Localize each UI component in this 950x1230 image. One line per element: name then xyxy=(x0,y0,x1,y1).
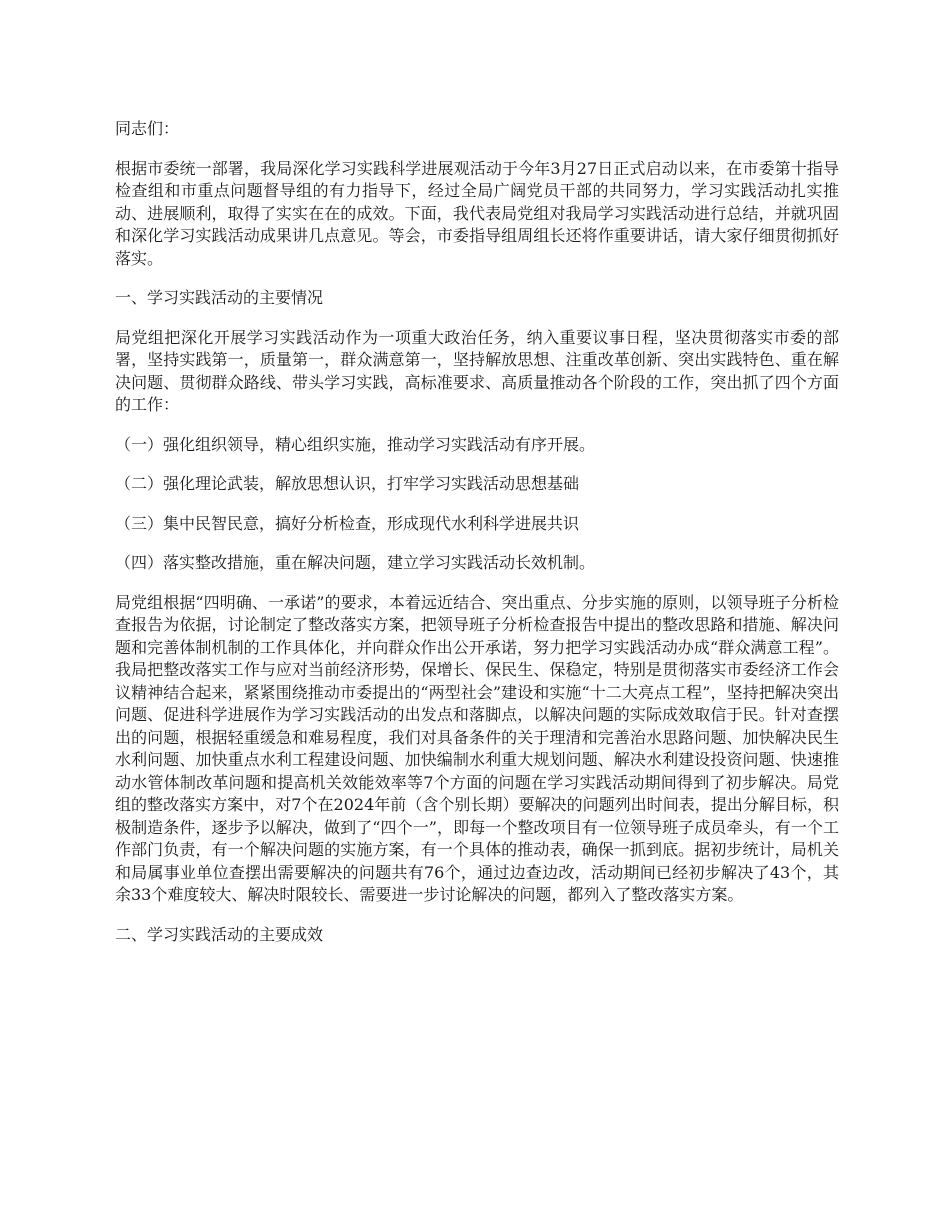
section-2-heading: 二、学习实践活动的主要成效 xyxy=(115,924,324,944)
subsection-3-heading: （三）集中民智民意，搞好分析检查，形成现代水利科学进展共识 xyxy=(115,513,580,533)
document-page xyxy=(115,118,839,963)
subsection-2-heading: （二）强化理论武装，解放思想认识，打牢学习实践活动思想基础 xyxy=(115,474,580,493)
intro-paragraph: 根据市委统一部署，我局深化学习实践科学进展观活动于今年3月27日正式启动以来，在市委第十指导检查组和市重点问题督导组的有力指导下，经过全局广阔党员干部的共同努力，学习实践活动扎实推动、进展顺利，取得了实实在在的成效。下面，我代表局党组对我局学习实践活动进行总结，并就巩固和深化学习实践活动成果讲几点意见。等会，市委指导组周组长还将作重要讲话，请大家仔细贯彻抓好落实。 xyxy=(115,158,839,268)
subsection-1-heading: （一）强化组织领导，精心组织实施，推动学习实践活动有序开展。 xyxy=(115,434,596,454)
section-1-paragraph: 局党组把深化开展学习实践活动作为一项重大政治任务，纳入重要议事日程，坚决贯彻落实市委的部署，坚持实践第一，质量第一，群众满意第一，坚持解放思想、注重改革创新、突出实践特色、重在解决问题、贯彻群众路线、带头学习实践，高标准要求、高质量推动各个阶段的工作，突出抓了四个方面的工作： xyxy=(115,327,839,414)
section-1-heading: 一、学习实践活动的主要情况 xyxy=(115,288,324,307)
subsection-4-heading: （四）落实整改措施，重在解决问题，建立学习实践活动长效机制。 xyxy=(115,553,596,572)
greeting: 同志们： xyxy=(115,119,180,138)
subsection-4-paragraph: 局党组根据“四明确、一承诺”的要求，本着远近结合、突出重点、分步实施的原则，以领导班子分析检查报告为依据，讨论制定了整改落实方案，把领导班子分析检查报告中提出的整改思路和措施、解决问题和完善体制机制的工作具体化，并向群众作出公开承诺，努力把学习实践活动办成“群众满意工程”。我局把整改落实工作与应对当前经济形势，保增长、保民生、保稳定，特别是贯彻落实市委经济工作会议精神结合起来，紧紧围绕推动市委提出的“两型社会”建设和实施“十二大亮点工程”，坚持把解决突出问题、促进科学进展作为学习实践活动的出发点和落脚点，以解决问题的实际成效取信于民。针对查摆出的问题，根据轻重缓急和难易程度，我们对具备条件的关于理清和完善治水思路问题、加快解决民生水利问题、加快重点水利工程建设问题、加快编制水利重大规划问题、解决水利建设投资问题、快速推动水管体制改革问题和提高机关效能效率等7个方面的问题在学习实践活动期间得到了初步解决。局党组的整改落实方案中，对7个在2024年前（含个别长期）要解决的问题列出时间表，提出分解目标，积极制造条件，逐步予以解决，做到了“四个一”，即每一个整改项目有一位领导班子成员牵头，有一个工作部门负责，有一个解决问题的实施方案，有一个具体的推动表，确保一抓到底。据初步统计，局机关和局属事业单位查摆出需要解决的问题共有76个，通过边查边改，活动期间已经初步解决了43个，其余33个难度较大、解决时限较长、需要进一步讨论解决的问题，都列入了整改落实方案。 xyxy=(115,592,839,904)
